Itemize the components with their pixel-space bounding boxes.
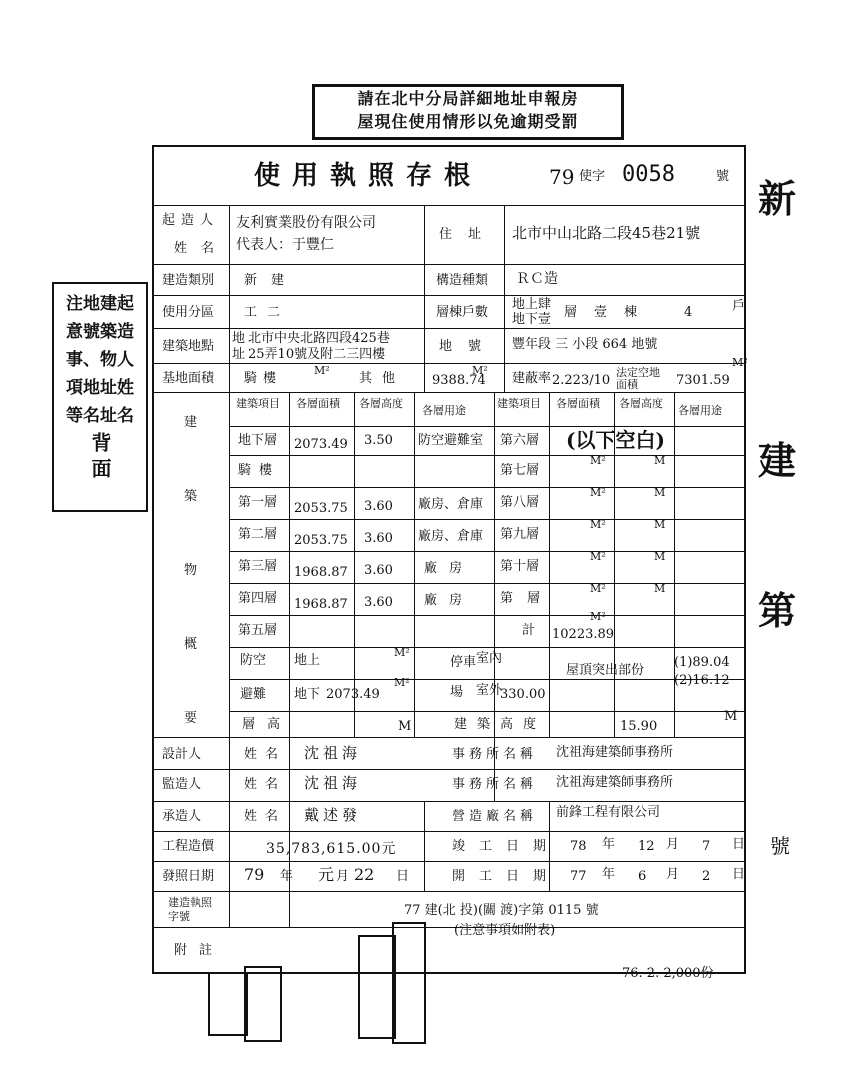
permit-ref-label-1: 建造執照 (168, 896, 212, 909)
floors-above: 地上肆 (512, 297, 552, 312)
col-header-area: 各層面積 (296, 397, 340, 410)
floor-area: 2053.75 (294, 533, 348, 548)
designer-label: 設計人 (162, 747, 202, 762)
parking-indoor: 室內 (476, 651, 503, 666)
floor-area: 1968.87 (294, 597, 348, 612)
site-addr-label-1: 地 (232, 331, 246, 346)
address-label: 住址 (439, 227, 498, 242)
col-header-height: 各層高度 (359, 397, 403, 410)
margin-char: 新 (758, 176, 797, 221)
day-char: 日 (732, 867, 746, 882)
site-addr-label-2: 址 (232, 347, 246, 362)
issue-month: 元 (318, 865, 335, 884)
permit-suffix: 號 (716, 169, 730, 184)
margin-char: 第 (758, 588, 797, 633)
start-day: 2 (702, 869, 711, 884)
roof-label: 屋頂突出部份 (566, 663, 645, 678)
floor-use: 廠房、倉庫 (418, 497, 484, 512)
floor-name-right: 第十層 (500, 559, 540, 574)
contractor-name: 戴述發 (304, 806, 362, 824)
shelter-ground: 地上 (294, 653, 321, 668)
year-char: 年 (602, 837, 616, 852)
contractor-label: 承造人 (162, 809, 202, 824)
height-unit: M (398, 719, 412, 734)
day-char: 日 (396, 869, 410, 884)
floor-name-right: 第六層 (500, 433, 540, 448)
remarks-label: 附註 (174, 943, 225, 958)
permit-char: 使字 (579, 169, 606, 184)
margin-char: 建 (758, 438, 797, 483)
other-area: 9388.74 (432, 373, 486, 388)
owner-address: 北市中山北路二段45巷21號 (512, 224, 701, 242)
margin-char: 號 (770, 834, 790, 858)
col-header-floor: 建築項目 (236, 397, 280, 410)
permit-stub-form: 使用執照存根 79 使字 0058 號 起造人 姓名 友利實業股份有限公司 代表人：于豐仁 住址 北市中山北路二段45巷21號 建造類別 新建 構造種類 ＲＣ造 使用分區 工二 層棟戶數 地上肆 地下壹 層 壹 棟 4 戶 建築地點 地 址 北市中央北路四段425巷 25弄10號及附二三四樓 地號 豐年段 三 小段 664 地號 基地面積 騎樓 M² 其他 9388.74 M² 建蔽率 2.223/10 法定空地面積 7301.59 M² 建 築 物 概 要 建築項目 各層面積 各層高度 各層用途 建築項目 各層面積 各層高度 各層用途 地下層 2073.49 3.50 防空避難室 騎樓 第一層 2053.75 3.60 廠房、倉庫 第二層 2053.75 3.60 廠房、倉庫 第三層 1968.87 3.60 廠房 第四層 1968.87 3.60 廠房 第五層 第六層 第七層 第八層 第九層 第十層 第層 計 10223.89 (以下空白) M² M M² M M² M M² M M² M M² 防空 地上 避難 地下 2073.49 M² M² 停車 場 室內 室外 330.00 屋頂突出部份 (1)89.04 (2)16.12 層高 M 建築高度 15.90 M 設計人 姓名 沈祖海 事務所名稱 沈祖海建築師事務所 監造人 姓名 沈祖海 事務所名稱 沈祖海建築師事務所 承造人 姓名 戴述發 營造廠名稱 前鋒工程有限公司 工程造價 35,783,615.00元 竣工日期 78 年 12 月 7 日 發照日期 79 年 元 月 22 日 開工日期 77 年 6 月 2 日 建造執照 字號 77 建(北 投)(關 渡)字第 0115 號 (注意事項如附表) 附註 (152, 145, 746, 974)
floor-name: 騎樓 (238, 463, 281, 478)
other-label: 其他 (359, 371, 406, 386)
designer-name: 沈祖海 (304, 744, 362, 762)
issue-year: 79 (244, 865, 265, 884)
household-unit: 戶 (732, 299, 746, 314)
floor-name: 地下層 (238, 433, 278, 448)
build-type-label: 建造類別 (162, 273, 215, 288)
total-area: 10223.89 (552, 627, 615, 642)
contractor-firm-label: 營造廠名稱 (452, 809, 538, 824)
issue-date-label: 發照日期 (162, 869, 215, 884)
supervisor-label: 監造人 (162, 777, 202, 792)
completion-year: 78 (570, 839, 587, 854)
completion-month: 12 (638, 839, 655, 854)
zoning-value: 工二 (244, 305, 291, 320)
roof-value-2: (2)16.12 (674, 673, 730, 688)
shelter-basement: 地下 (294, 687, 321, 702)
owner-name-label: 姓名 (174, 241, 229, 256)
seal-stamp (358, 935, 396, 1039)
building-height: 15.90 (620, 719, 658, 734)
floor-area: 2053.75 (294, 501, 348, 516)
site-area-label: 基地面積 (162, 371, 215, 386)
stamp-line-2: 屋現住使用情形以免逾期受罰 (357, 112, 579, 131)
shelter-basement-area: 2073.49 (326, 687, 380, 702)
floor-name-right: 第九層 (500, 527, 540, 542)
floor-name: 第五層 (238, 623, 278, 638)
floor-unit: 層 (564, 305, 578, 320)
owner-representative: 代表人：于豐仁 (236, 237, 334, 253)
site-address-2: 25弄10號及附二三四樓 (248, 347, 386, 362)
floor-height: 3.60 (364, 531, 393, 546)
zoning-label: 使用分區 (162, 305, 215, 320)
supervisor-name-label: 姓名 (244, 777, 287, 792)
household-count: 4 (684, 305, 693, 320)
designer-office: 沈祖海建築師事務所 (556, 745, 674, 760)
floors-below: 地下壹 (512, 312, 552, 327)
floor-height-label: 層高 (242, 717, 293, 732)
lot-value: 豐年段 三 小段 664 地號 (512, 337, 658, 352)
parking-label-2: 場 (450, 685, 464, 700)
floor-use: 防空避難室 (418, 433, 484, 448)
section-char: 概 (184, 637, 198, 652)
floor-use: 廠房 (424, 561, 475, 576)
floor-name-right: 第八層 (500, 495, 540, 510)
attached-label: 騎樓 (244, 371, 283, 386)
permit-ref-note: (注意事項如附表) (454, 923, 556, 938)
seal-stamp (244, 966, 282, 1042)
start-month: 6 (638, 869, 647, 884)
roof-value-1: (1)89.04 (674, 655, 730, 670)
month-char: 月 (666, 837, 680, 852)
build-type-value: 新建 (244, 273, 299, 288)
floor-area: 1968.87 (294, 565, 348, 580)
year-char: 年 (280, 869, 294, 884)
month-char: 月 (666, 867, 680, 882)
blank-note: (以下空白) (566, 428, 665, 452)
supervisor-office-label: 事務所名稱 (452, 777, 538, 792)
structure-value: ＲＣ造 (516, 271, 558, 287)
site-label: 建築地點 (162, 339, 215, 354)
floor-name: 第一層 (238, 495, 278, 510)
floor-name: 第二層 (238, 527, 278, 542)
col-header-use-r: 各層用途 (678, 404, 722, 417)
section-char: 建 (184, 415, 198, 430)
form-title: 使用執照存根 (254, 161, 483, 191)
completion-day: 7 (702, 839, 711, 854)
month-char: 月 (336, 869, 350, 884)
permit-ref-value: 77 建(北 投)(關 渡)字第 0115 號 (404, 903, 599, 918)
day-char: 日 (732, 837, 746, 852)
owner-label: 起造人 (162, 213, 220, 228)
floors-label: 層棟戶數 (436, 305, 489, 320)
section-char: 要 (184, 711, 198, 726)
supervisor-office: 沈祖海建築師事務所 (556, 775, 674, 790)
coverage-value: 2.223/10 (552, 373, 611, 388)
building-height-label: 建築高度 (454, 717, 547, 732)
shelter-refuge: 避難 (240, 687, 267, 702)
address-notice-stamp (312, 84, 624, 140)
year-char: 年 (602, 867, 616, 882)
floor-use: 廠房 (424, 593, 475, 608)
open-space-value: 7301.59 (676, 373, 730, 388)
cost-value: 35,783,615.00元 (266, 841, 397, 857)
issue-day: 22 (354, 865, 375, 884)
col-header-floor-r: 建築項目 (497, 397, 541, 410)
floor-height: 3.50 (364, 433, 393, 448)
total-label: 計 (522, 623, 536, 638)
designer-name-label: 姓名 (244, 747, 287, 762)
floor-name-right: 第層 (500, 591, 555, 606)
open-space-label: 法定空地面積 (616, 366, 660, 391)
owner-company: 友利實業股份有限公司 (236, 215, 376, 231)
building-count: 壹 (594, 305, 608, 320)
col-header-height-r: 各層高度 (619, 397, 663, 410)
floor-area: 2073.49 (294, 437, 348, 452)
permit-ref-label-2: 字號 (168, 910, 190, 923)
section-char: 物 (184, 563, 198, 578)
col-header-use: 各層用途 (422, 404, 466, 417)
cost-label: 工程造價 (162, 839, 215, 854)
col-header-area-r: 各層面積 (556, 397, 600, 410)
back-side-label: 背面 (88, 432, 112, 484)
start-year: 77 (570, 869, 587, 884)
floor-name-right: 第七層 (500, 463, 540, 478)
completion-label: 竣工日期 (452, 839, 561, 854)
shelter-label: 防空 (240, 653, 267, 668)
seal-stamp (392, 922, 426, 1044)
site-address-1: 北市中央北路四段425巷 (248, 331, 390, 346)
building-unit: 棟 (624, 305, 638, 320)
floor-name: 第三層 (238, 559, 278, 574)
coverage-label: 建蔽率 (512, 371, 552, 386)
parking-outdoor-value: 330.00 (500, 687, 546, 702)
floor-use: 廠房、倉庫 (418, 529, 484, 544)
stamp-line-1: 請在北中分局詳細地址申報房 (357, 89, 579, 108)
notice-line: 事、物人 (66, 350, 134, 370)
section-char: 築 (184, 489, 198, 504)
area-unit: M² (472, 364, 488, 377)
area-unit: M² (314, 364, 330, 377)
area-unit: M² (732, 356, 748, 369)
height-unit: M (724, 709, 738, 724)
floor-height: 3.60 (364, 563, 393, 578)
parking-label-1: 停車 (450, 655, 477, 670)
floor-name: 第四層 (238, 591, 278, 606)
parking-outdoor: 室外 (476, 683, 503, 698)
form-print-code: 76. 2. 2,000份 (622, 966, 714, 981)
permit-year: 79 (549, 165, 575, 189)
contractor-firm: 前鋒工程有限公司 (556, 805, 661, 820)
floor-height: 3.60 (364, 499, 393, 514)
seal-stamp (208, 972, 248, 1036)
floor-height: 3.60 (364, 595, 393, 610)
lot-label: 地號 (439, 339, 498, 354)
start-date-label: 開工日期 (452, 869, 561, 884)
notice-line: 意號築造 (66, 322, 134, 342)
structure-label: 構造種類 (436, 273, 489, 288)
notice-line: 等名址名 (66, 406, 134, 426)
notice-line: 項地址姓 (66, 378, 134, 398)
notice-line: 注地建起 (66, 294, 134, 314)
side-notice-box (52, 282, 148, 512)
permit-number: 0058 (622, 162, 675, 187)
supervisor-name: 沈祖海 (304, 774, 362, 792)
contractor-name-label: 姓名 (244, 809, 287, 824)
designer-office-label: 事務所名稱 (452, 747, 538, 762)
